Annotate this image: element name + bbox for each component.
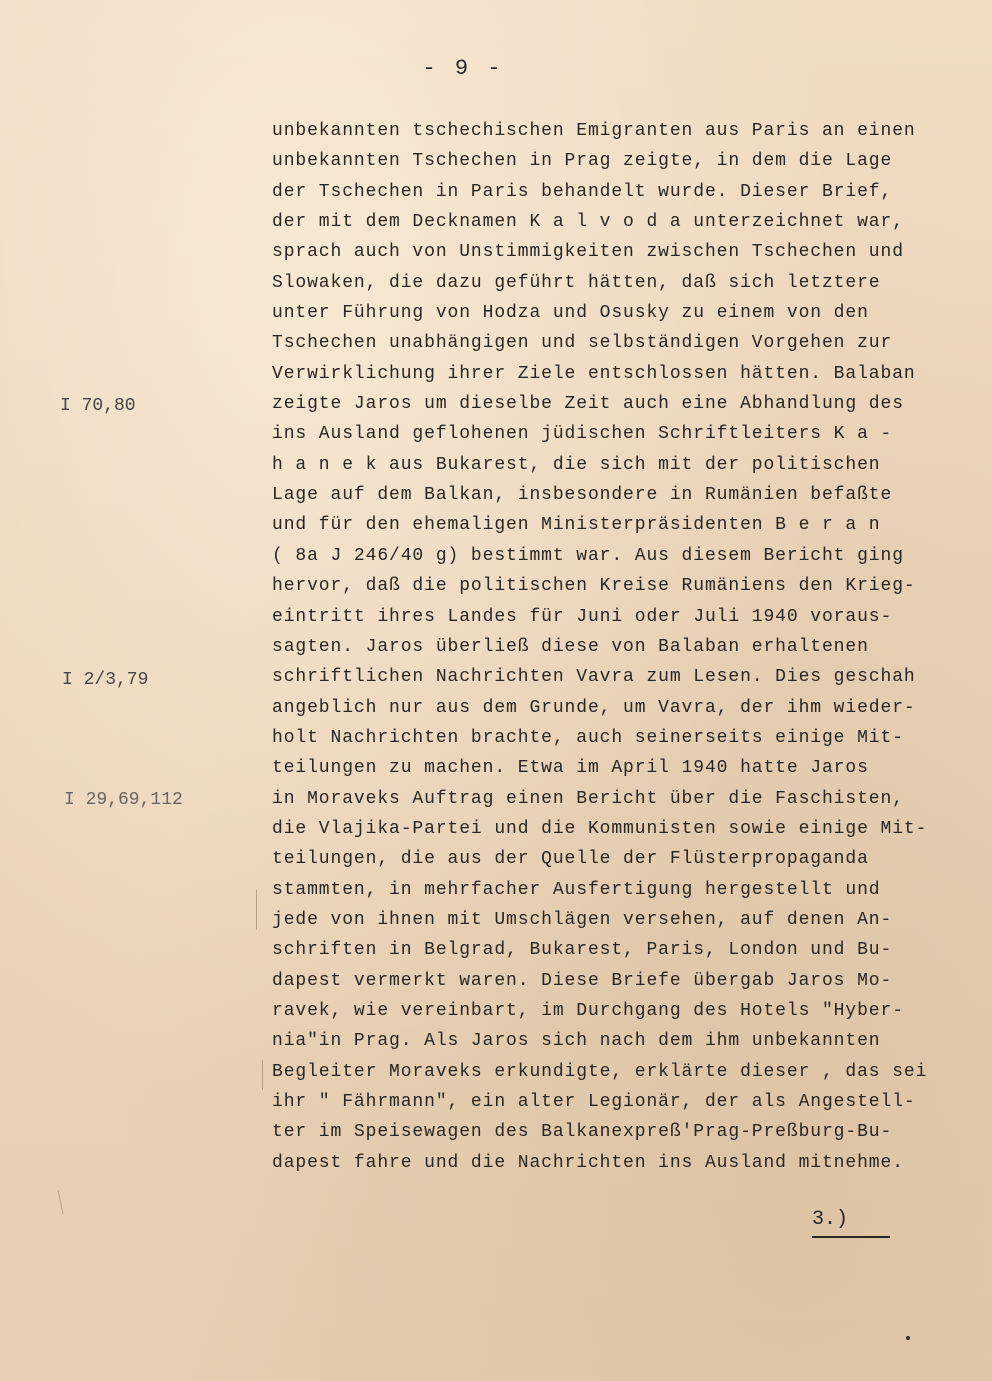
text-line: unbekannten tschechischen Emigranten aus Paris an einen <box>272 121 916 141</box>
text-line: ter im Speisewagen des Balkanexpreß'Prag-Preßburg-Bu- <box>272 1122 893 1143</box>
text-line: stammten, in mehrfacher Ausfertigung hergestellt und <box>272 879 881 900</box>
text-line: dapest vermerkt waren. Diese Briefe übergab Jaros Mo- <box>272 970 893 991</box>
text-line: und für den ehemaligen Ministerpräsidenten B e r a n <box>272 515 881 536</box>
margin-reference: I 29,69,112 <box>64 790 183 810</box>
text-line: schriftlichen Nachrichten Vavra zum Lesen. Dies geschah <box>272 667 916 688</box>
paper-mark <box>256 890 257 930</box>
text-line: angeblich nur aus dem Grunde, um Vavra, der ihm wieder- <box>272 697 916 718</box>
text-line: jede von ihnen mit Umschlägen versehen, auf denen An- <box>272 909 893 930</box>
text-line: teilungen, die aus der Quelle der Flüsterpropaganda <box>272 849 869 870</box>
page-number: - 9 - <box>422 56 504 81</box>
text-line: ( 8a J 246/40 g) bestimmt war. Aus diesem Bericht ging <box>272 545 904 566</box>
margin-reference: I 2/3,79 <box>62 670 149 690</box>
paper-mark <box>262 1060 263 1090</box>
paper-mark <box>58 1190 64 1214</box>
text-line: Slowaken, die dazu geführt hätten, daß sich letztere <box>272 272 881 293</box>
text-line: teilungen zu machen. Etwa im April 1940 hatte Jaros <box>272 758 869 779</box>
text-line: holt Nachrichten brachte, auch seinerseits einige Mit- <box>272 727 904 748</box>
text-line: der Tschechen in Paris behandelt wurde. Dieser Brief, <box>272 181 893 202</box>
text-line: ravek, wie vereinbart, im Durchgang des Hotels "Hyber- <box>272 1000 904 1021</box>
text-line: sagten. Jaros überließ diese von Balaban erhaltenen <box>272 636 869 657</box>
text-line: eintritt ihres Landes für Juni oder Juli 1940 voraus- <box>272 606 893 627</box>
continuation-underline <box>812 1236 890 1238</box>
text-line: hervor, daß die politischen Kreise Rumäniens den Krieg- <box>272 576 916 597</box>
text-line: in Moraveks Auftrag einen Bericht über die Faschisten, <box>272 788 904 809</box>
text-line: unbekannten Tschechen in Prag zeigte, in dem die Lage <box>272 151 893 172</box>
text-line: h a n e k aus Bukarest, die sich mit der politischen <box>272 454 881 475</box>
text-line: Begleiter Moraveks erkundigte, erklärte dieser , das sei <box>272 1061 928 1082</box>
text-line: die Vlajika-Partei und die Kommunisten sowie einige Mit- <box>272 818 928 839</box>
text-line: dapest fahre und die Nachrichten ins Ausland mitnehme. <box>272 1152 904 1173</box>
margin-reference: I 70,80 <box>60 396 136 416</box>
text-line: Tschechen unabhängigen und selbständigen Vorgehen zur <box>272 333 893 354</box>
text-line: nia"in Prag. Als Jaros sich nach dem ihm unbekannten <box>272 1031 881 1052</box>
text-line: Lage auf dem Balkan, insbesondere in Rumänien befaßte <box>272 485 893 506</box>
text-line: Verwirklichung ihrer Ziele entschlossen hätten. Balaban <box>272 363 916 384</box>
paper-speck <box>906 1336 910 1340</box>
text-line: ins Ausland geflohenen jüdischen Schriftleiters K a - <box>272 424 893 445</box>
text-line: schriften in Belgrad, Bukarest, Paris, London und Bu- <box>272 940 893 961</box>
text-line: sprach auch von Unstimmigkeiten zwischen Tschechen und <box>272 242 904 263</box>
text-line: zeigte Jaros um dieselbe Zeit auch eine Abhandlung des <box>272 394 904 415</box>
text-line: ihr " Fährmann", ein alter Legionär, der als Angestell- <box>272 1092 916 1112</box>
text-line: der mit dem Decknamen K a l v o d a unterzeichnet war, <box>272 212 904 233</box>
continuation-marker: 3.) <box>812 1208 849 1231</box>
text-line: unter Führung von Hodza und Osusky zu einem von den <box>272 303 869 324</box>
body-text <box>272 116 972 1178</box>
